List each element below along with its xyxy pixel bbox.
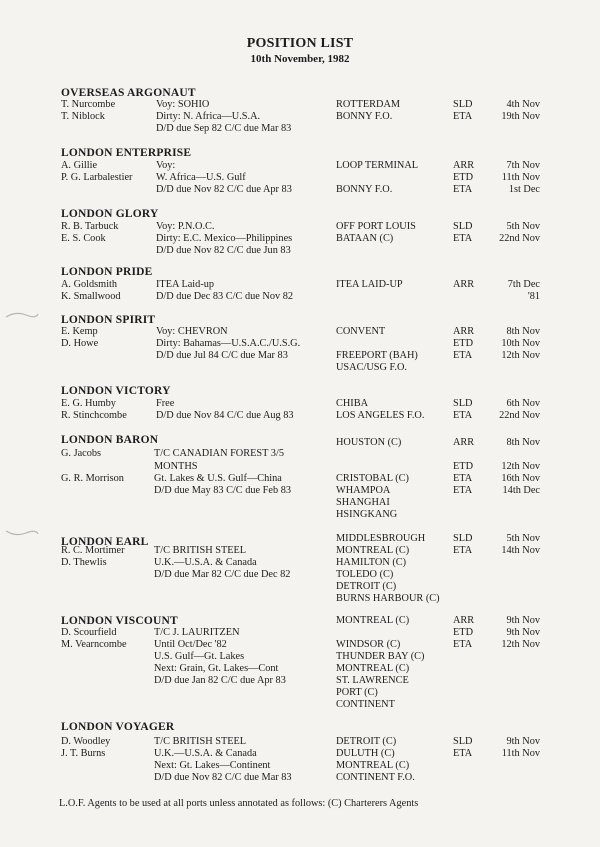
status-date: 12th Nov	[501, 639, 540, 650]
port-name: FREEPORT (BAH)	[336, 350, 418, 361]
voyage-instruction: Dirty: E.C. Mexico—Philippines	[156, 233, 293, 244]
status-date: 22nd Nov	[499, 233, 540, 244]
status-code: ETD	[453, 627, 474, 638]
status-code: ETA	[453, 410, 473, 421]
port-name: ITEA LAID-UP	[336, 279, 403, 290]
status-date: 4th Nov	[506, 99, 540, 110]
officer-name: R. Stinchcombe	[61, 410, 127, 421]
officer-name: J. T. Burns	[61, 748, 106, 759]
port-name: WINDSOR (C)	[336, 639, 401, 650]
port-name: CONTINENT	[336, 699, 395, 710]
voyage-instruction: D/D due Nov 82 C/C due Jun 83	[156, 245, 291, 256]
status-date: 9th Nov	[506, 627, 540, 638]
officer-name: E. G. Humby	[61, 398, 116, 409]
status-code: ETA	[453, 350, 473, 361]
voyage-instruction: Voy: SOHIO	[156, 99, 210, 110]
punch-hole-mark	[4, 526, 40, 538]
status-date: 14th Dec	[502, 485, 540, 496]
voyage-instruction: U.S. Gulf—Gt. Lakes	[154, 651, 245, 662]
status-code: ETA	[453, 184, 473, 195]
port-name: CHIBA	[336, 398, 369, 409]
port-name: CONTINENT F.O.	[336, 772, 415, 783]
voyage-instruction: Voy: CHEVRON	[156, 326, 228, 337]
footer-note: L.O.F. Agents to be used at all ports unless annotated as follows: (C) Charterers Agents	[59, 798, 419, 809]
ship-name: LONDON VICTORY	[61, 385, 171, 397]
status-date: 12th Nov	[501, 461, 540, 472]
voyage-instruction: T/C BRITISH STEEL	[154, 545, 247, 556]
port-name: MONTREAL (C)	[336, 663, 410, 674]
voyage-instruction: Gt. Lakes & U.S. Gulf—China	[154, 473, 282, 484]
document-title: POSITION LIST	[246, 36, 354, 51]
officer-name: D. Thewlis	[61, 557, 107, 568]
status-date: 8th Nov	[506, 326, 540, 337]
port-name: HAMILTON (C)	[336, 557, 407, 568]
voyage-instruction: D/D due May 83 C/C due Feb 83	[154, 485, 291, 496]
officer-name: R. B. Tarbuck	[61, 221, 119, 232]
port-name: LOOP TERMINAL	[336, 160, 419, 171]
status-date: 11th Nov	[501, 748, 540, 759]
ship-name: LONDON SPIRIT	[61, 314, 156, 326]
status-code: ETA	[453, 111, 473, 122]
voyage-instruction: U.K.—U.S.A. & Canada	[154, 557, 257, 568]
status-code: SLD	[453, 99, 473, 110]
status-code: ETA	[453, 545, 473, 556]
status-date: 9th Nov	[506, 736, 540, 747]
port-name: LOS ANGELES F.O.	[336, 410, 425, 421]
ship-name: OVERSEAS ARGONAUT	[61, 87, 196, 99]
status-date: 8th Nov	[506, 437, 540, 448]
officer-name: K. Smallwood	[61, 291, 121, 302]
ship-name: LONDON VOYAGER	[61, 721, 175, 733]
status-code: SLD	[453, 736, 473, 747]
officer-name: P. G. Larbalestier	[61, 172, 133, 183]
status-date: '81	[527, 291, 540, 302]
voyage-instruction: D/D due Nov 82 C/C due Mar 83	[154, 772, 292, 783]
voyage-instruction: Voy: P.N.O.C.	[156, 221, 215, 232]
status-code: ARR	[453, 615, 475, 626]
voyage-instruction: W. Africa—U.S. Gulf	[156, 172, 246, 183]
port-name: USAC/USG F.O.	[336, 362, 407, 373]
ship-name: LONDON ENTERPRISE	[61, 147, 192, 159]
status-date: 1st Dec	[508, 184, 540, 195]
status-date: 10th Nov	[501, 338, 540, 349]
status-code: ETA	[453, 473, 473, 484]
voyage-instruction: T/C BRITISH STEEL	[154, 736, 247, 747]
port-name: THUNDER BAY (C)	[336, 651, 425, 662]
status-code: ARR	[453, 160, 475, 171]
port-name: DULUTH (C)	[336, 748, 395, 759]
voyage-instruction: D/D due Jan 82 C/C due Apr 83	[154, 675, 286, 686]
voyage-instruction: D/D due Nov 82 C/C due Apr 83	[156, 184, 292, 195]
voyage-instruction: T/C CANADIAN FOREST 3/5	[154, 448, 284, 459]
officer-name: D. Howe	[61, 338, 99, 349]
status-code: ARR	[453, 326, 475, 337]
status-code: ARR	[453, 279, 475, 290]
port-name: PORT (C)	[336, 687, 378, 698]
voyage-instruction: Dirty: N. Africa—U.S.A.	[156, 111, 261, 122]
status-date: 16th Nov	[501, 473, 540, 484]
voyage-instruction: D/D due Sep 82 C/C due Mar 83	[156, 123, 292, 134]
voyage-instruction: Free	[156, 398, 175, 409]
status-date: 7th Dec	[507, 279, 540, 290]
port-name: MONTREAL (C)	[336, 545, 410, 556]
status-date: 12th Nov	[501, 350, 540, 361]
port-name: MIDDLESBROUGH	[336, 533, 426, 544]
ship-name: LONDON BARON	[61, 434, 159, 446]
officer-name: T. Niblock	[61, 111, 105, 122]
ship-name: LONDON GLORY	[61, 208, 159, 220]
voyage-instruction: T/C J. LAURITZEN	[154, 627, 240, 638]
port-name: BONNY F.O.	[336, 184, 393, 195]
ship-name: LONDON VISCOUNT	[61, 615, 178, 627]
port-name: HSINGKANG	[336, 509, 398, 520]
port-name: WHAMPOA	[336, 485, 391, 496]
status-date: 22nd Nov	[499, 410, 540, 421]
port-name: ROTTERDAM	[336, 99, 401, 110]
voyage-instruction: MONTHS	[154, 461, 198, 472]
voyage-instruction: U.K.—U.S.A. & Canada	[154, 748, 257, 759]
voyage-instruction: D/D due Dec 83 C/C due Nov 82	[156, 291, 293, 302]
port-name: SHANGHAI	[336, 497, 390, 508]
voyage-instruction: Next: Grain, Gt. Lakes—Cont	[154, 663, 279, 674]
ship-name: LONDON EARL	[61, 536, 149, 548]
status-code: ETD	[453, 172, 474, 183]
status-code: ETD	[453, 338, 474, 349]
status-code: SLD	[453, 533, 473, 544]
port-name: CRISTOBAL (C)	[336, 473, 409, 484]
port-name: ST. LAWRENCE	[336, 675, 409, 686]
status-date: 19th Nov	[501, 111, 540, 122]
officer-name: D. Woodley	[61, 736, 111, 747]
port-name: MONTREAL (C)	[336, 760, 410, 771]
voyage-instruction: Next: Gt. Lakes—Continent	[154, 760, 271, 771]
port-name: BONNY F.O.	[336, 111, 393, 122]
port-name: TOLEDO (C)	[336, 569, 394, 580]
port-name: BURNS HARBOUR (C)	[336, 593, 440, 604]
port-name: HOUSTON (C)	[336, 437, 402, 448]
status-date: 14th Nov	[501, 545, 540, 556]
voyage-instruction: ITEA Laid-up	[156, 279, 215, 290]
voyage-instruction: Until Oct/Dec '82	[154, 639, 227, 650]
port-name: CONVENT	[336, 326, 386, 337]
voyage-instruction: Voy:	[156, 160, 176, 171]
status-date: 11th Nov	[501, 172, 540, 183]
document-date: 10th November, 1982	[250, 53, 350, 65]
officer-name: G. R. Morrison	[61, 473, 124, 484]
officer-name: A. Goldsmith	[61, 279, 118, 290]
status-date: 6th Nov	[506, 398, 540, 409]
status-code: ARR	[453, 437, 475, 448]
officer-name: D. Scourfield	[61, 627, 117, 638]
officer-name: A. Gillie	[61, 160, 98, 171]
status-code: SLD	[453, 398, 473, 409]
officer-name: R. C. Mortimer	[61, 545, 125, 556]
status-date: 5th Nov	[506, 221, 540, 232]
voyage-instruction: D/D due Mar 82 C/C due Dec 82	[154, 569, 291, 580]
punch-hole-mark	[4, 309, 40, 321]
status-date: 7th Nov	[506, 160, 540, 171]
status-code: ETD	[453, 461, 474, 472]
port-name: BATAAN (C)	[336, 233, 394, 244]
ship-name: LONDON PRIDE	[61, 266, 153, 278]
officer-name: E. Kemp	[61, 326, 98, 337]
status-date: 9th Nov	[506, 615, 540, 626]
status-code: ETA	[453, 485, 473, 496]
officer-name: M. Vearncombe	[61, 639, 127, 650]
voyage-instruction: Dirty: Bahamas—U.S.A.C./U.S.G.	[156, 338, 301, 349]
voyage-instruction: D/D due Nov 84 C/C due Aug 83	[156, 410, 294, 421]
officer-name: T. Nurcombe	[61, 99, 116, 110]
port-name: OFF PORT LOUIS	[336, 221, 416, 232]
officer-name: G. Jacobs	[61, 448, 102, 459]
status-code: ETA	[453, 748, 473, 759]
port-name: DETROIT (C)	[336, 581, 397, 592]
status-code: ETA	[453, 639, 473, 650]
voyage-instruction: D/D due Jul 84 C/C due Mar 83	[156, 350, 288, 361]
port-name: MONTREAL (C)	[336, 615, 410, 626]
port-name: DETROIT (C)	[336, 736, 397, 747]
status-date: 5th Nov	[506, 533, 540, 544]
officer-name: E. S. Cook	[61, 233, 106, 244]
status-code: ETA	[453, 233, 473, 244]
status-code: SLD	[453, 221, 473, 232]
